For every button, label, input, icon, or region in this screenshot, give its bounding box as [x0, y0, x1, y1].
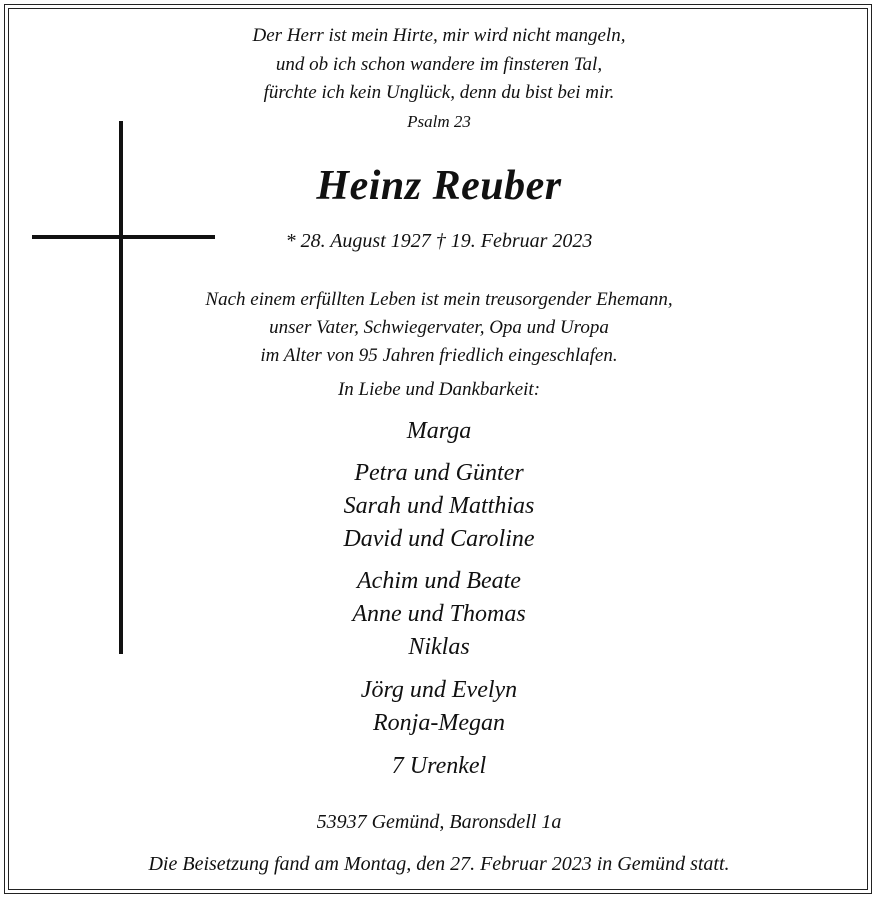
family-member: Niklas: [408, 634, 470, 660]
psalm-line-1: Der Herr ist mein Hirte, mir wird nicht mangeln,: [252, 25, 626, 46]
message-line-2: unser Vater, Schwiegervater, Opa und Uropa: [269, 317, 609, 338]
life-dates: * 28. August 1927 † 19. Februar 2023: [285, 230, 593, 252]
psalm-line-3: fürchte ich kein Unglück, denn du bist bei mir.: [263, 82, 615, 103]
message-line-3: im Alter von 95 Jahren friedlich eingeschlafen.: [260, 345, 618, 366]
family-member: Anne und Thomas: [352, 601, 526, 627]
family-member: Achim und Beate: [357, 568, 521, 594]
family-member: Jörg und Evelyn: [360, 677, 518, 703]
family-member: David und Caroline: [343, 526, 535, 552]
psalm-line-2: und ob ich schon wandere im finsteren Tal,: [275, 54, 603, 75]
family-member: Petra und Günter: [354, 460, 524, 486]
address: 53937 Gemünd, Baronsdell 1a: [316, 811, 562, 833]
message-line-1: Nach einem erfüllten Leben ist mein treusorgender Ehemann,: [205, 289, 673, 310]
deceased-name: Heinz Reuber: [316, 163, 562, 209]
family-member: Ronja-Megan: [373, 710, 505, 736]
psalm-reference: Psalm 23: [407, 112, 471, 131]
family-great-grandchildren: 7 Urenkel: [391, 753, 487, 779]
family-spouse: Marga: [406, 418, 472, 444]
burial-notice: Die Beisetzung fand am Montag, den 27. Februar 2023 in Gemünd statt.: [148, 853, 730, 875]
message-closing: In Liebe und Dankbarkeit:: [337, 379, 541, 400]
family-member: Sarah und Matthias: [343, 493, 535, 519]
